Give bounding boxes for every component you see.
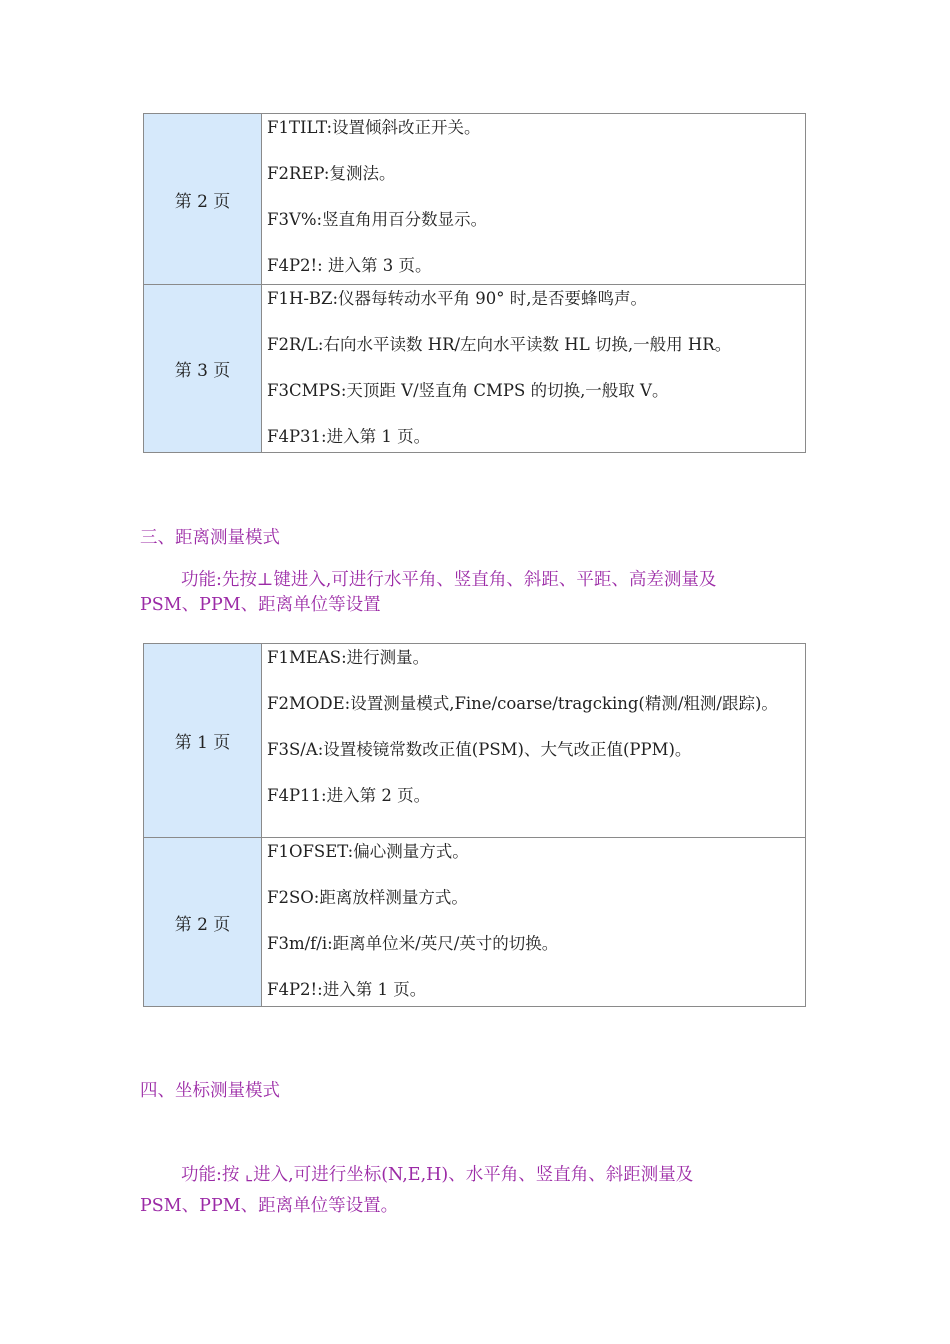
function-line: F3S/A:设置棱镜常数改正值(PSM)、大气改正值(PPM)。 [267, 740, 692, 759]
function-line: F2R/L:右向水平读数 HR/左向水平读数 HL 切换,一般用 HR。 [267, 335, 732, 354]
function-line: F4P11:进入第 2 页。 [267, 786, 431, 805]
description-cell [262, 644, 806, 838]
page-label-cell: 第 3 页 [144, 285, 262, 453]
page-label-cell: 第 2 页 [144, 114, 262, 285]
function-line: F2REP:复测法。 [267, 164, 396, 183]
function-description: 功能:按 ⌞进入,可进行坐标(N,E,H)、水平角、竖直角、斜距测量及 [181, 1165, 694, 1185]
function-line: F4P2!: 进入第 3 页。 [267, 256, 432, 275]
function-line: F4P2!:进入第 1 页。 [267, 980, 427, 999]
function-line: F2SO:距离放样测量方式。 [267, 888, 468, 907]
description-cell [262, 838, 806, 1007]
function-line: F3m/f/i:距离单位米/英尺/英寸的切换。 [267, 934, 559, 953]
description-cell [262, 114, 806, 285]
section-heading: 三、距离测量模式 [140, 528, 280, 548]
function-key-table-distance [143, 643, 806, 1007]
function-key-table-angle [143, 113, 806, 453]
description-cell [262, 285, 806, 453]
table-row [144, 838, 806, 1007]
section-heading: 四、坐标测量模式 [140, 1081, 280, 1101]
function-line: F1TILT:设置倾斜改正开关。 [267, 118, 481, 137]
page-label-cell: 第 1 页 [144, 644, 262, 838]
function-description-continued: PSM、PPM、距离单位等设置 [140, 595, 381, 615]
table-row [144, 285, 806, 453]
page-label-cell: 第 2 页 [144, 838, 262, 1007]
function-line: F1OFSET:偏心测量方式。 [267, 842, 469, 861]
table-row [144, 644, 806, 838]
function-description: 功能:先按⊥键进入,可进行水平角、竖直角、斜距、平距、高差测量及 [181, 570, 717, 590]
function-line: F2MODE:设置测量模式,Fine/coarse/tragcking(精测/粗测/跟踪)。 [267, 694, 778, 713]
function-line: F3CMPS:天顶距 V/竖直角 CMPS 的切换,一般取 V。 [267, 381, 669, 400]
table-row [144, 114, 806, 285]
function-description-continued: PSM、PPM、距离单位等设置。 [140, 1196, 399, 1216]
function-line: F3V%:竖直角用百分数显示。 [267, 210, 488, 229]
function-line: F1H-BZ:仪器每转动水平角 90° 时,是否要蜂鸣声。 [267, 289, 648, 308]
function-line: F4P31:进入第 1 页。 [267, 427, 431, 446]
function-line: F1MEAS:进行测量。 [267, 648, 430, 667]
